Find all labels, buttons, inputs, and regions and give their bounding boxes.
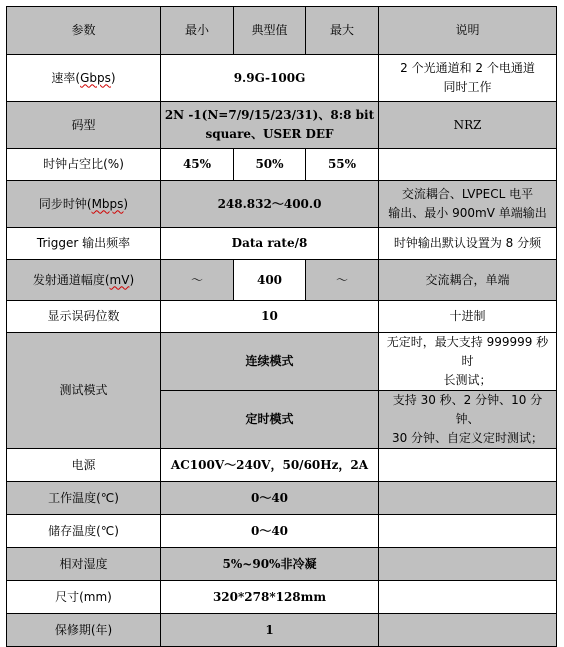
humidity-label: 相对湿度 bbox=[7, 548, 161, 581]
testmode-timed-value: 定时模式 bbox=[161, 391, 379, 449]
table-row-errdigits bbox=[7, 301, 557, 333]
size-desc bbox=[379, 581, 557, 614]
rate-value: 9.9G-100G bbox=[161, 55, 379, 102]
amplitude-label: 发射通道幅度(mV) bbox=[7, 260, 161, 301]
power-desc bbox=[379, 449, 557, 482]
header-min: 最小 bbox=[161, 7, 234, 55]
table-row-warranty bbox=[7, 614, 557, 647]
table-row-pattern bbox=[7, 102, 557, 149]
amplitude-desc: 交流耦合，单端 bbox=[379, 260, 557, 301]
power-label: 电源 bbox=[7, 449, 161, 482]
table-row-sttemp bbox=[7, 515, 557, 548]
sync-desc: 交流耦合、LVPECL 电平 输出、最小 900mV 单端输出 bbox=[379, 181, 557, 228]
header-param: 参数 bbox=[7, 7, 161, 55]
table-row-humidity bbox=[7, 548, 557, 581]
amplitude-max: ～ bbox=[306, 260, 379, 301]
rate-unit: Gbps bbox=[80, 70, 111, 85]
power-value: AC100V～240V，50/60Hz，2A bbox=[161, 449, 379, 482]
optemp-desc bbox=[379, 482, 557, 515]
size-label: 尺寸(mm) bbox=[7, 581, 161, 614]
table-row-sync bbox=[7, 181, 557, 228]
duty-max: 55% bbox=[306, 149, 379, 181]
testmode-label: 测试模式 bbox=[7, 333, 161, 449]
testmode-timed-desc: 支持 30 秒、2 分钟、10 分钟、 30 分钟、自定义定时测试； bbox=[379, 391, 557, 449]
errdigits-label: 显示误码位数 bbox=[7, 301, 161, 333]
trigger-label: Trigger 输出频率 bbox=[7, 228, 161, 260]
table-row-power bbox=[7, 449, 557, 482]
amplitude-typ: 400 bbox=[234, 260, 306, 301]
spec-table bbox=[6, 6, 557, 647]
pattern-label: 码型 bbox=[7, 102, 161, 149]
trigger-desc: 时钟输出默认设置为 8 分频 bbox=[379, 228, 557, 260]
pattern-value: 2N -1(N=7/9/15/23/31)、8:8 bit square、USER DEF bbox=[161, 102, 379, 149]
warranty-value: 1 bbox=[161, 614, 379, 647]
sttemp-label: 储存温度(℃) bbox=[7, 515, 161, 548]
duty-min: 45% bbox=[161, 149, 234, 181]
duty-label: 时钟占空比(%) bbox=[7, 149, 161, 181]
table-row-size bbox=[7, 581, 557, 614]
errdigits-value: 10 bbox=[161, 301, 379, 333]
table-row-amplitude bbox=[7, 260, 557, 301]
optemp-value: 0～40 bbox=[161, 482, 379, 515]
rate-label: 速率(Gbps) bbox=[7, 55, 161, 102]
testmode-continuous-value: 连续模式 bbox=[161, 333, 379, 391]
warranty-label: 保修期(年) bbox=[7, 614, 161, 647]
sync-unit: Mbps bbox=[91, 196, 124, 211]
table-row-trigger bbox=[7, 228, 557, 260]
sync-label: 同步时钟(Mbps) bbox=[7, 181, 161, 228]
amplitude-unit: mV bbox=[109, 272, 130, 287]
optemp-label: 工作温度(℃) bbox=[7, 482, 161, 515]
size-value: 320*278*128mm bbox=[161, 581, 379, 614]
header-desc: 说明 bbox=[379, 7, 557, 55]
table-row-optemp bbox=[7, 482, 557, 515]
table-row-testmode-continuous bbox=[7, 333, 557, 391]
humidity-value: 5%~90%非冷凝 bbox=[161, 548, 379, 581]
amplitude-min: ～ bbox=[161, 260, 234, 301]
rate-desc: 2 个光通道和 2 个电通道 同时工作 bbox=[379, 55, 557, 102]
table-row-rate bbox=[7, 55, 557, 102]
table-header-row bbox=[7, 7, 557, 55]
testmode-continuous-desc: 无定时，最大支持 999999 秒时 长测试； bbox=[379, 333, 557, 391]
duty-desc bbox=[379, 149, 557, 181]
sync-value: 248.832～400.0 bbox=[161, 181, 379, 228]
trigger-value: Data rate/8 bbox=[161, 228, 379, 260]
sttemp-value: 0～40 bbox=[161, 515, 379, 548]
header-typ: 典型值 bbox=[234, 7, 306, 55]
pattern-desc: NRZ bbox=[379, 102, 557, 149]
humidity-desc bbox=[379, 548, 557, 581]
table-row-duty bbox=[7, 149, 557, 181]
duty-typ: 50% bbox=[234, 149, 306, 181]
errdigits-desc: 十进制 bbox=[379, 301, 557, 333]
warranty-desc bbox=[379, 614, 557, 647]
sttemp-desc bbox=[379, 515, 557, 548]
header-max: 最大 bbox=[306, 7, 379, 55]
